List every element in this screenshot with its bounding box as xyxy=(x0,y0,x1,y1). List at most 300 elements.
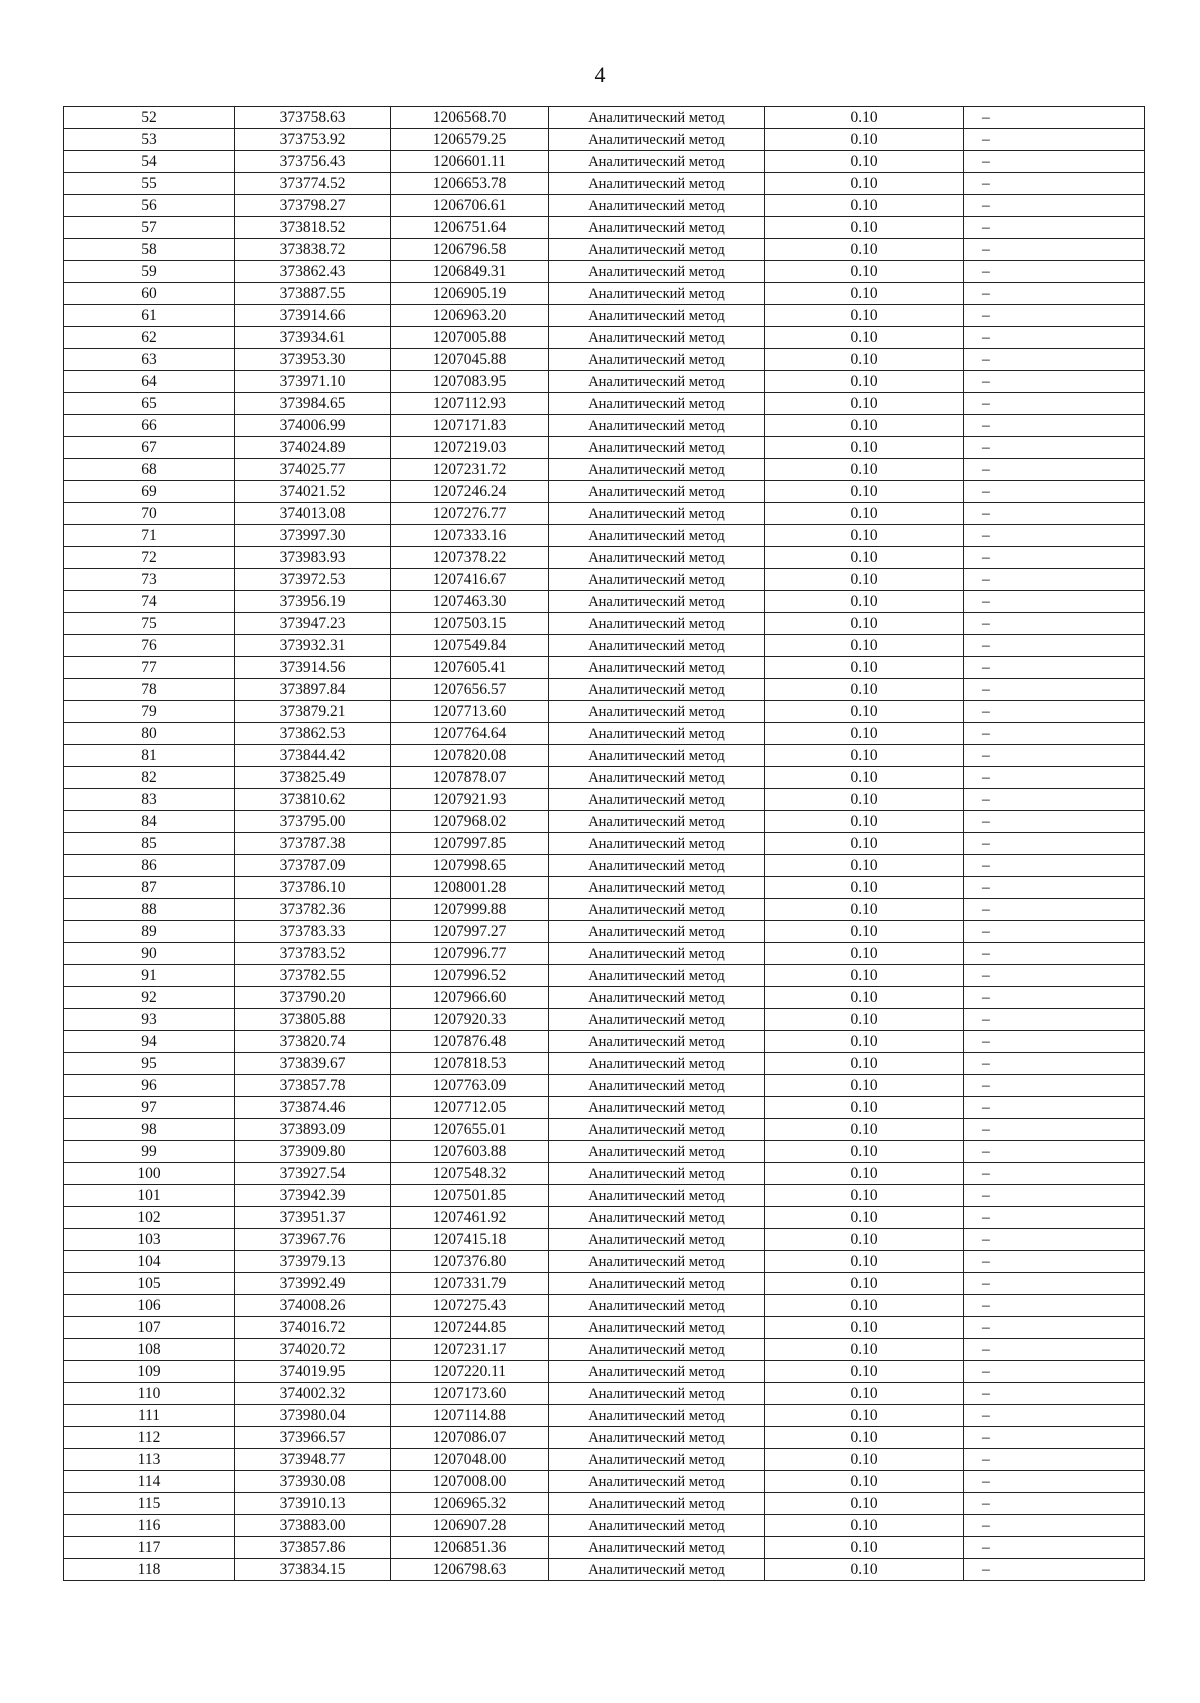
y-coordinate-cell: 1207548.32 xyxy=(391,1163,549,1185)
point-number-cell: 107 xyxy=(64,1317,235,1339)
x-coordinate-cell: 373914.56 xyxy=(235,657,391,679)
precision-cell: 0.10 xyxy=(765,1295,964,1317)
method-cell: Аналитический метод xyxy=(549,877,765,899)
x-coordinate-cell: 373862.53 xyxy=(235,723,391,745)
point-number-cell: 52 xyxy=(64,107,235,129)
precision-cell: 0.10 xyxy=(765,1075,964,1097)
method-cell: Аналитический метод xyxy=(549,591,765,613)
table-row xyxy=(64,305,1145,327)
x-coordinate-cell: 373893.09 xyxy=(235,1119,391,1141)
note-cell: – xyxy=(964,481,1145,503)
y-coordinate-cell: 1207415.18 xyxy=(391,1229,549,1251)
point-number-cell: 99 xyxy=(64,1141,235,1163)
point-number-cell: 96 xyxy=(64,1075,235,1097)
x-coordinate-cell: 373956.19 xyxy=(235,591,391,613)
method-cell: Аналитический метод xyxy=(549,679,765,701)
point-number-cell: 115 xyxy=(64,1493,235,1515)
x-coordinate-cell: 373934.61 xyxy=(235,327,391,349)
note-cell: – xyxy=(964,789,1145,811)
x-coordinate-cell: 373790.20 xyxy=(235,987,391,1009)
precision-cell: 0.10 xyxy=(765,1009,964,1031)
y-coordinate-cell: 1207231.17 xyxy=(391,1339,549,1361)
page-number: 4 xyxy=(594,62,606,87)
y-coordinate-cell: 1207921.93 xyxy=(391,789,549,811)
point-number-cell: 76 xyxy=(64,635,235,657)
method-cell: Аналитический метод xyxy=(549,613,765,635)
point-number-cell: 74 xyxy=(64,591,235,613)
table-row xyxy=(64,129,1145,151)
y-coordinate-cell: 1206796.58 xyxy=(391,239,549,261)
note-cell: – xyxy=(964,921,1145,943)
y-coordinate-cell: 1207763.09 xyxy=(391,1075,549,1097)
method-cell: Аналитический метод xyxy=(549,393,765,415)
precision-cell: 0.10 xyxy=(765,503,964,525)
method-cell: Аналитический метод xyxy=(549,503,765,525)
x-coordinate-cell: 373980.04 xyxy=(235,1405,391,1427)
point-number-cell: 68 xyxy=(64,459,235,481)
y-coordinate-cell: 1207231.72 xyxy=(391,459,549,481)
y-coordinate-cell: 1207655.01 xyxy=(391,1119,549,1141)
note-cell: – xyxy=(964,1185,1145,1207)
y-coordinate-cell: 1206568.70 xyxy=(391,107,549,129)
coordinates-table xyxy=(63,106,1145,1581)
x-coordinate-cell: 373798.27 xyxy=(235,195,391,217)
table-row xyxy=(64,1537,1145,1559)
precision-cell: 0.10 xyxy=(765,987,964,1009)
precision-cell: 0.10 xyxy=(765,1229,964,1251)
table-row xyxy=(64,371,1145,393)
note-cell: – xyxy=(964,1031,1145,1053)
table-row xyxy=(64,657,1145,679)
point-number-cell: 57 xyxy=(64,217,235,239)
table-row xyxy=(64,1493,1145,1515)
table-row xyxy=(64,349,1145,371)
x-coordinate-cell: 374019.95 xyxy=(235,1361,391,1383)
y-coordinate-cell: 1207603.88 xyxy=(391,1141,549,1163)
note-cell: – xyxy=(964,767,1145,789)
table-row xyxy=(64,679,1145,701)
y-coordinate-cell: 1206601.11 xyxy=(391,151,549,173)
note-cell: – xyxy=(964,679,1145,701)
table-row xyxy=(64,1251,1145,1273)
note-cell: – xyxy=(964,1493,1145,1515)
y-coordinate-cell: 1207219.03 xyxy=(391,437,549,459)
table-row xyxy=(64,1163,1145,1185)
x-coordinate-cell: 373966.57 xyxy=(235,1427,391,1449)
precision-cell: 0.10 xyxy=(765,129,964,151)
y-coordinate-cell: 1207713.60 xyxy=(391,701,549,723)
point-number-cell: 61 xyxy=(64,305,235,327)
x-coordinate-cell: 373756.43 xyxy=(235,151,391,173)
note-cell: – xyxy=(964,459,1145,481)
point-number-cell: 100 xyxy=(64,1163,235,1185)
point-number-cell: 105 xyxy=(64,1273,235,1295)
table-row xyxy=(64,1141,1145,1163)
precision-cell: 0.10 xyxy=(765,371,964,393)
precision-cell: 0.10 xyxy=(765,613,964,635)
method-cell: Аналитический метод xyxy=(549,371,765,393)
method-cell: Аналитический метод xyxy=(549,1251,765,1273)
y-coordinate-cell: 1207173.60 xyxy=(391,1383,549,1405)
method-cell: Аналитический метод xyxy=(549,1427,765,1449)
x-coordinate-cell: 373879.21 xyxy=(235,701,391,723)
method-cell: Аналитический метод xyxy=(549,1559,765,1581)
table-row xyxy=(64,459,1145,481)
precision-cell: 0.10 xyxy=(765,1559,964,1581)
y-coordinate-cell: 1207503.15 xyxy=(391,613,549,635)
note-cell: – xyxy=(964,1251,1145,1273)
x-coordinate-cell: 373909.80 xyxy=(235,1141,391,1163)
x-coordinate-cell: 373887.55 xyxy=(235,283,391,305)
method-cell: Аналитический метод xyxy=(549,1075,765,1097)
point-number-cell: 67 xyxy=(64,437,235,459)
note-cell: – xyxy=(964,1119,1145,1141)
x-coordinate-cell: 373942.39 xyxy=(235,1185,391,1207)
x-coordinate-cell: 373774.52 xyxy=(235,173,391,195)
method-cell: Аналитический метод xyxy=(549,1317,765,1339)
method-cell: Аналитический метод xyxy=(549,1339,765,1361)
note-cell: – xyxy=(964,1141,1145,1163)
table-row xyxy=(64,1009,1145,1031)
y-coordinate-cell: 1207045.88 xyxy=(391,349,549,371)
point-number-cell: 53 xyxy=(64,129,235,151)
point-number-cell: 75 xyxy=(64,613,235,635)
table-row xyxy=(64,591,1145,613)
method-cell: Аналитический метод xyxy=(549,129,765,151)
x-coordinate-cell: 374020.72 xyxy=(235,1339,391,1361)
note-cell: – xyxy=(964,239,1145,261)
precision-cell: 0.10 xyxy=(765,943,964,965)
point-number-cell: 64 xyxy=(64,371,235,393)
precision-cell: 0.10 xyxy=(765,1119,964,1141)
method-cell: Аналитический метод xyxy=(549,459,765,481)
method-cell: Аналитический метод xyxy=(549,151,765,173)
precision-cell: 0.10 xyxy=(765,261,964,283)
note-cell: – xyxy=(964,1295,1145,1317)
note-cell: – xyxy=(964,745,1145,767)
x-coordinate-cell: 373783.33 xyxy=(235,921,391,943)
note-cell: – xyxy=(964,1207,1145,1229)
table-row xyxy=(64,1185,1145,1207)
y-coordinate-cell: 1207220.11 xyxy=(391,1361,549,1383)
x-coordinate-cell: 373947.23 xyxy=(235,613,391,635)
table-row xyxy=(64,1559,1145,1581)
precision-cell: 0.10 xyxy=(765,283,964,305)
note-cell: – xyxy=(964,1449,1145,1471)
y-coordinate-cell: 1207378.22 xyxy=(391,547,549,569)
table-row xyxy=(64,1515,1145,1537)
x-coordinate-cell: 373930.08 xyxy=(235,1471,391,1493)
method-cell: Аналитический метод xyxy=(549,1009,765,1031)
y-coordinate-cell: 1207997.85 xyxy=(391,833,549,855)
precision-cell: 0.10 xyxy=(765,921,964,943)
x-coordinate-cell: 373992.49 xyxy=(235,1273,391,1295)
x-coordinate-cell: 373795.00 xyxy=(235,811,391,833)
x-coordinate-cell: 374016.72 xyxy=(235,1317,391,1339)
x-coordinate-cell: 373834.15 xyxy=(235,1559,391,1581)
point-number-cell: 87 xyxy=(64,877,235,899)
x-coordinate-cell: 373857.86 xyxy=(235,1537,391,1559)
table-row xyxy=(64,107,1145,129)
precision-cell: 0.10 xyxy=(765,151,964,173)
coordinates-table-body xyxy=(64,107,1145,1581)
precision-cell: 0.10 xyxy=(765,767,964,789)
x-coordinate-cell: 374013.08 xyxy=(235,503,391,525)
y-coordinate-cell: 1207968.02 xyxy=(391,811,549,833)
table-row xyxy=(64,217,1145,239)
table-row xyxy=(64,921,1145,943)
method-cell: Аналитический метод xyxy=(549,261,765,283)
point-number-cell: 69 xyxy=(64,481,235,503)
point-number-cell: 117 xyxy=(64,1537,235,1559)
precision-cell: 0.10 xyxy=(765,833,964,855)
method-cell: Аналитический метод xyxy=(549,723,765,745)
method-cell: Аналитический метод xyxy=(549,1185,765,1207)
note-cell: – xyxy=(964,613,1145,635)
table-row xyxy=(64,1207,1145,1229)
x-coordinate-cell: 373787.38 xyxy=(235,833,391,855)
y-coordinate-cell: 1207246.24 xyxy=(391,481,549,503)
point-number-cell: 91 xyxy=(64,965,235,987)
precision-cell: 0.10 xyxy=(765,1537,964,1559)
table-row xyxy=(64,1119,1145,1141)
note-cell: – xyxy=(964,129,1145,151)
y-coordinate-cell: 1206905.19 xyxy=(391,283,549,305)
method-cell: Аналитический метод xyxy=(549,789,765,811)
method-cell: Аналитический метод xyxy=(549,1097,765,1119)
x-coordinate-cell: 373818.52 xyxy=(235,217,391,239)
point-number-cell: 93 xyxy=(64,1009,235,1031)
method-cell: Аналитический метод xyxy=(549,1449,765,1471)
y-coordinate-cell: 1207171.83 xyxy=(391,415,549,437)
table-row xyxy=(64,1229,1145,1251)
point-number-cell: 86 xyxy=(64,855,235,877)
method-cell: Аналитический метод xyxy=(549,239,765,261)
point-number-cell: 116 xyxy=(64,1515,235,1537)
x-coordinate-cell: 373951.37 xyxy=(235,1207,391,1229)
note-cell: – xyxy=(964,1009,1145,1031)
table-row xyxy=(64,789,1145,811)
method-cell: Аналитический метод xyxy=(549,349,765,371)
precision-cell: 0.10 xyxy=(765,789,964,811)
method-cell: Аналитический метод xyxy=(549,833,765,855)
precision-cell: 0.10 xyxy=(765,657,964,679)
table-row xyxy=(64,569,1145,591)
note-cell: – xyxy=(964,1361,1145,1383)
y-coordinate-cell: 1207656.57 xyxy=(391,679,549,701)
table-row xyxy=(64,943,1145,965)
method-cell: Аналитический метод xyxy=(549,767,765,789)
point-number-cell: 101 xyxy=(64,1185,235,1207)
method-cell: Аналитический метод xyxy=(549,987,765,1009)
precision-cell: 0.10 xyxy=(765,525,964,547)
method-cell: Аналитический метод xyxy=(549,921,765,943)
method-cell: Аналитический метод xyxy=(549,855,765,877)
method-cell: Аналитический метод xyxy=(549,1295,765,1317)
table-row xyxy=(64,1273,1145,1295)
table-row xyxy=(64,481,1145,503)
precision-cell: 0.10 xyxy=(765,415,964,437)
table-row xyxy=(64,723,1145,745)
x-coordinate-cell: 373972.53 xyxy=(235,569,391,591)
x-coordinate-cell: 373782.55 xyxy=(235,965,391,987)
precision-cell: 0.10 xyxy=(765,1405,964,1427)
table-row xyxy=(64,701,1145,723)
method-cell: Аналитический метод xyxy=(549,217,765,239)
note-cell: – xyxy=(964,393,1145,415)
note-cell: – xyxy=(964,877,1145,899)
table-row xyxy=(64,899,1145,921)
y-coordinate-cell: 1207275.43 xyxy=(391,1295,549,1317)
y-coordinate-cell: 1207712.05 xyxy=(391,1097,549,1119)
y-coordinate-cell: 1207501.85 xyxy=(391,1185,549,1207)
precision-cell: 0.10 xyxy=(765,547,964,569)
point-number-cell: 58 xyxy=(64,239,235,261)
precision-cell: 0.10 xyxy=(765,811,964,833)
x-coordinate-cell: 373825.49 xyxy=(235,767,391,789)
method-cell: Аналитический метод xyxy=(549,943,765,965)
y-coordinate-cell: 1207996.52 xyxy=(391,965,549,987)
table-row xyxy=(64,745,1145,767)
precision-cell: 0.10 xyxy=(765,701,964,723)
point-number-cell: 72 xyxy=(64,547,235,569)
note-cell: – xyxy=(964,1559,1145,1581)
x-coordinate-cell: 373838.72 xyxy=(235,239,391,261)
x-coordinate-cell: 373758.63 xyxy=(235,107,391,129)
y-coordinate-cell: 1207605.41 xyxy=(391,657,549,679)
precision-cell: 0.10 xyxy=(765,679,964,701)
method-cell: Аналитический метод xyxy=(549,899,765,921)
point-number-cell: 55 xyxy=(64,173,235,195)
point-number-cell: 70 xyxy=(64,503,235,525)
note-cell: – xyxy=(964,173,1145,195)
note-cell: – xyxy=(964,503,1145,525)
note-cell: – xyxy=(964,569,1145,591)
note-cell: – xyxy=(964,855,1145,877)
table-row xyxy=(64,613,1145,635)
method-cell: Аналитический метод xyxy=(549,1471,765,1493)
method-cell: Аналитический метод xyxy=(549,283,765,305)
precision-cell: 0.10 xyxy=(765,107,964,129)
point-number-cell: 62 xyxy=(64,327,235,349)
table-row xyxy=(64,877,1145,899)
x-coordinate-cell: 374008.26 xyxy=(235,1295,391,1317)
precision-cell: 0.10 xyxy=(765,569,964,591)
table-row xyxy=(64,547,1145,569)
method-cell: Аналитический метод xyxy=(549,701,765,723)
table-row xyxy=(64,965,1145,987)
y-coordinate-cell: 1207966.60 xyxy=(391,987,549,1009)
note-cell: – xyxy=(964,415,1145,437)
method-cell: Аналитический метод xyxy=(549,305,765,327)
x-coordinate-cell: 373948.77 xyxy=(235,1449,391,1471)
x-coordinate-cell: 374002.32 xyxy=(235,1383,391,1405)
note-cell: – xyxy=(964,1229,1145,1251)
note-cell: – xyxy=(964,151,1145,173)
note-cell: – xyxy=(964,1053,1145,1075)
table-row xyxy=(64,987,1145,1009)
point-number-cell: 66 xyxy=(64,415,235,437)
table-row xyxy=(64,525,1145,547)
table-row xyxy=(64,1097,1145,1119)
precision-cell: 0.10 xyxy=(765,1031,964,1053)
precision-cell: 0.10 xyxy=(765,1207,964,1229)
y-coordinate-cell: 1207008.00 xyxy=(391,1471,549,1493)
point-number-cell: 71 xyxy=(64,525,235,547)
method-cell: Аналитический метод xyxy=(549,1053,765,1075)
note-cell: – xyxy=(964,1427,1145,1449)
y-coordinate-cell: 1206965.32 xyxy=(391,1493,549,1515)
precision-cell: 0.10 xyxy=(765,965,964,987)
x-coordinate-cell: 373979.13 xyxy=(235,1251,391,1273)
x-coordinate-cell: 373953.30 xyxy=(235,349,391,371)
table-row xyxy=(64,151,1145,173)
note-cell: – xyxy=(964,1515,1145,1537)
y-coordinate-cell: 1207820.08 xyxy=(391,745,549,767)
point-number-cell: 114 xyxy=(64,1471,235,1493)
precision-cell: 0.10 xyxy=(765,393,964,415)
method-cell: Аналитический метод xyxy=(549,657,765,679)
y-coordinate-cell: 1207112.93 xyxy=(391,393,549,415)
y-coordinate-cell: 1207416.67 xyxy=(391,569,549,591)
method-cell: Аналитический метод xyxy=(549,327,765,349)
point-number-cell: 108 xyxy=(64,1339,235,1361)
precision-cell: 0.10 xyxy=(765,239,964,261)
table-row xyxy=(64,415,1145,437)
y-coordinate-cell: 1207549.84 xyxy=(391,635,549,657)
y-coordinate-cell: 1206653.78 xyxy=(391,173,549,195)
x-coordinate-cell: 373820.74 xyxy=(235,1031,391,1053)
point-number-cell: 110 xyxy=(64,1383,235,1405)
point-number-cell: 88 xyxy=(64,899,235,921)
x-coordinate-cell: 373971.10 xyxy=(235,371,391,393)
note-cell: – xyxy=(964,349,1145,371)
precision-cell: 0.10 xyxy=(765,173,964,195)
point-number-cell: 59 xyxy=(64,261,235,283)
x-coordinate-cell: 373997.30 xyxy=(235,525,391,547)
x-coordinate-cell: 373810.62 xyxy=(235,789,391,811)
table-row xyxy=(64,327,1145,349)
note-cell: – xyxy=(964,987,1145,1009)
table-row xyxy=(64,1427,1145,1449)
point-number-cell: 56 xyxy=(64,195,235,217)
note-cell: – xyxy=(964,833,1145,855)
precision-cell: 0.10 xyxy=(765,1515,964,1537)
point-number-cell: 118 xyxy=(64,1559,235,1581)
table-row xyxy=(64,283,1145,305)
method-cell: Аналитический метод xyxy=(549,1493,765,1515)
method-cell: Аналитический метод xyxy=(549,1229,765,1251)
y-coordinate-cell: 1206849.31 xyxy=(391,261,549,283)
precision-cell: 0.10 xyxy=(765,591,964,613)
point-number-cell: 109 xyxy=(64,1361,235,1383)
table-row xyxy=(64,1317,1145,1339)
precision-cell: 0.10 xyxy=(765,1273,964,1295)
y-coordinate-cell: 1206907.28 xyxy=(391,1515,549,1537)
table-row xyxy=(64,1031,1145,1053)
x-coordinate-cell: 373883.00 xyxy=(235,1515,391,1537)
method-cell: Аналитический метод xyxy=(549,1383,765,1405)
note-cell: – xyxy=(964,635,1145,657)
point-number-cell: 111 xyxy=(64,1405,235,1427)
note-cell: – xyxy=(964,701,1145,723)
method-cell: Аналитический метод xyxy=(549,569,765,591)
precision-cell: 0.10 xyxy=(765,1251,964,1273)
y-coordinate-cell: 1207764.64 xyxy=(391,723,549,745)
point-number-cell: 65 xyxy=(64,393,235,415)
precision-cell: 0.10 xyxy=(765,349,964,371)
y-coordinate-cell: 1207331.79 xyxy=(391,1273,549,1295)
